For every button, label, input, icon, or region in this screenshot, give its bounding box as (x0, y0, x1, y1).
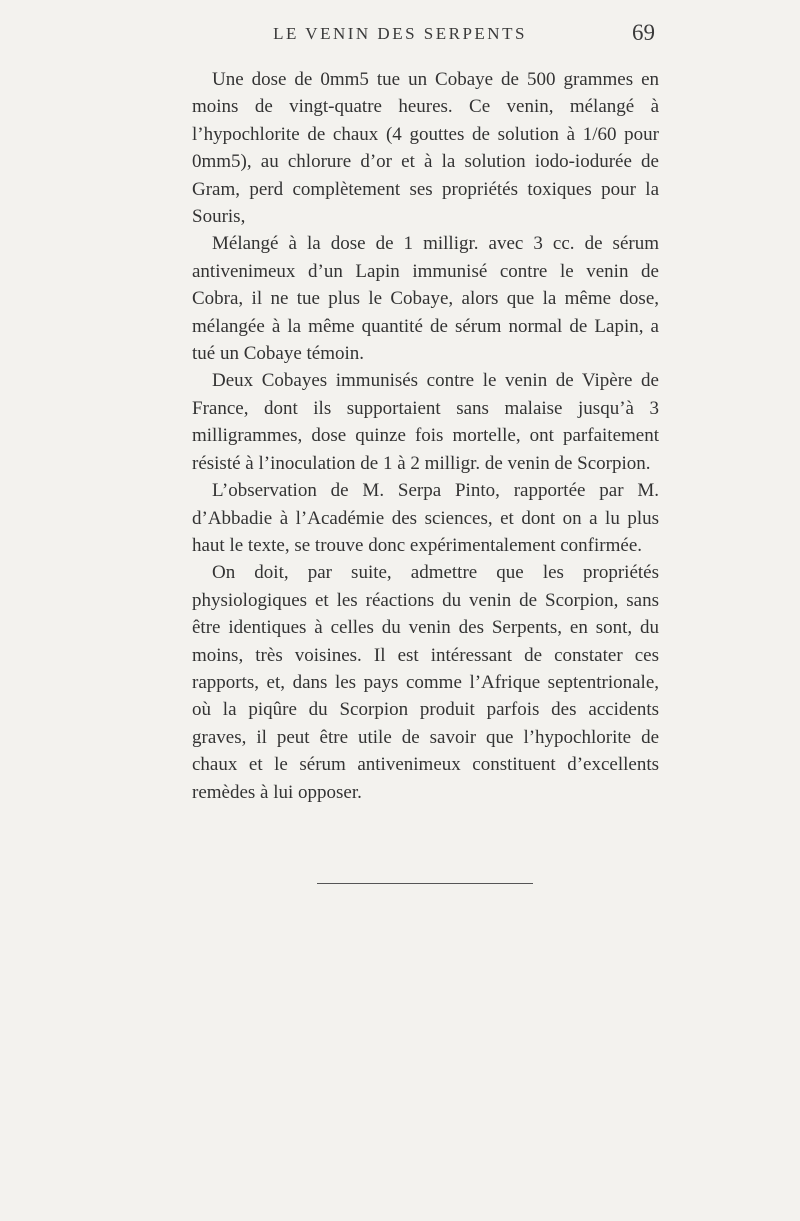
body-text (192, 66, 659, 806)
running-head: LE VENIN DES SERPENTS (273, 24, 527, 43)
paragraph: On doit, par suite, admettre que les propriétés physiologiques et les réactions du venin de Scorpion, sans être identiques à celles du venin des Serpents, en sont, du moins, très voisines. Il est intéressant de constater ces rapports, et, dans les pays comme l’Afrique septentrionale, où la piqûre du Scorpion produit parfois des accidents graves, il peut être utile de savoir que l’hypochlorite de chaux et le sérum antivenimeux constituent d’excellents remèdes à lui opposer. (192, 562, 659, 803)
page-header (145, 20, 655, 52)
page-number: 69 (632, 20, 655, 45)
paragraph: Une dose de 0mm5 tue un Cobaye de 500 grammes en moins de vingt-quatre heures. Ce venin, mélangé à l’hypochlorite de chaux (4 gouttes de solution à 1/60 pour 0mm5), au chlorure d’or et à la solution iodo-iodurée de Gram, perd complètement ses propriétés toxiques pour la Souris, (192, 69, 659, 228)
paragraph: L’observation de M. Serpa Pinto, rapportée par M. d’Abbadie à l’Académie des sciences, et dont on a lu plus haut le texte, se trouve donc expérimentalement confirmée. (192, 480, 659, 556)
section-divider (317, 883, 533, 884)
paragraph: Deux Cobayes immunisés contre le venin de Vipère de France, dont ils supportaient sans malaise jusqu’à 3 milligrammes, dose quinze fois mortelle, ont parfaitement résisté à l’inoculation de 1 à 2 milligr. de venin de Scorpion. (192, 370, 659, 474)
paragraph: Mélangé à la dose de 1 milligr. avec 3 cc. de sérum antivenimeux d’un Lapin immunisé contre le venin de Cobra, il ne tue plus le Cobaye, alors que la même dose, mélangée à la même quantité de sérum normal de Lapin, a tué un Cobaye témoin. (192, 233, 659, 365)
